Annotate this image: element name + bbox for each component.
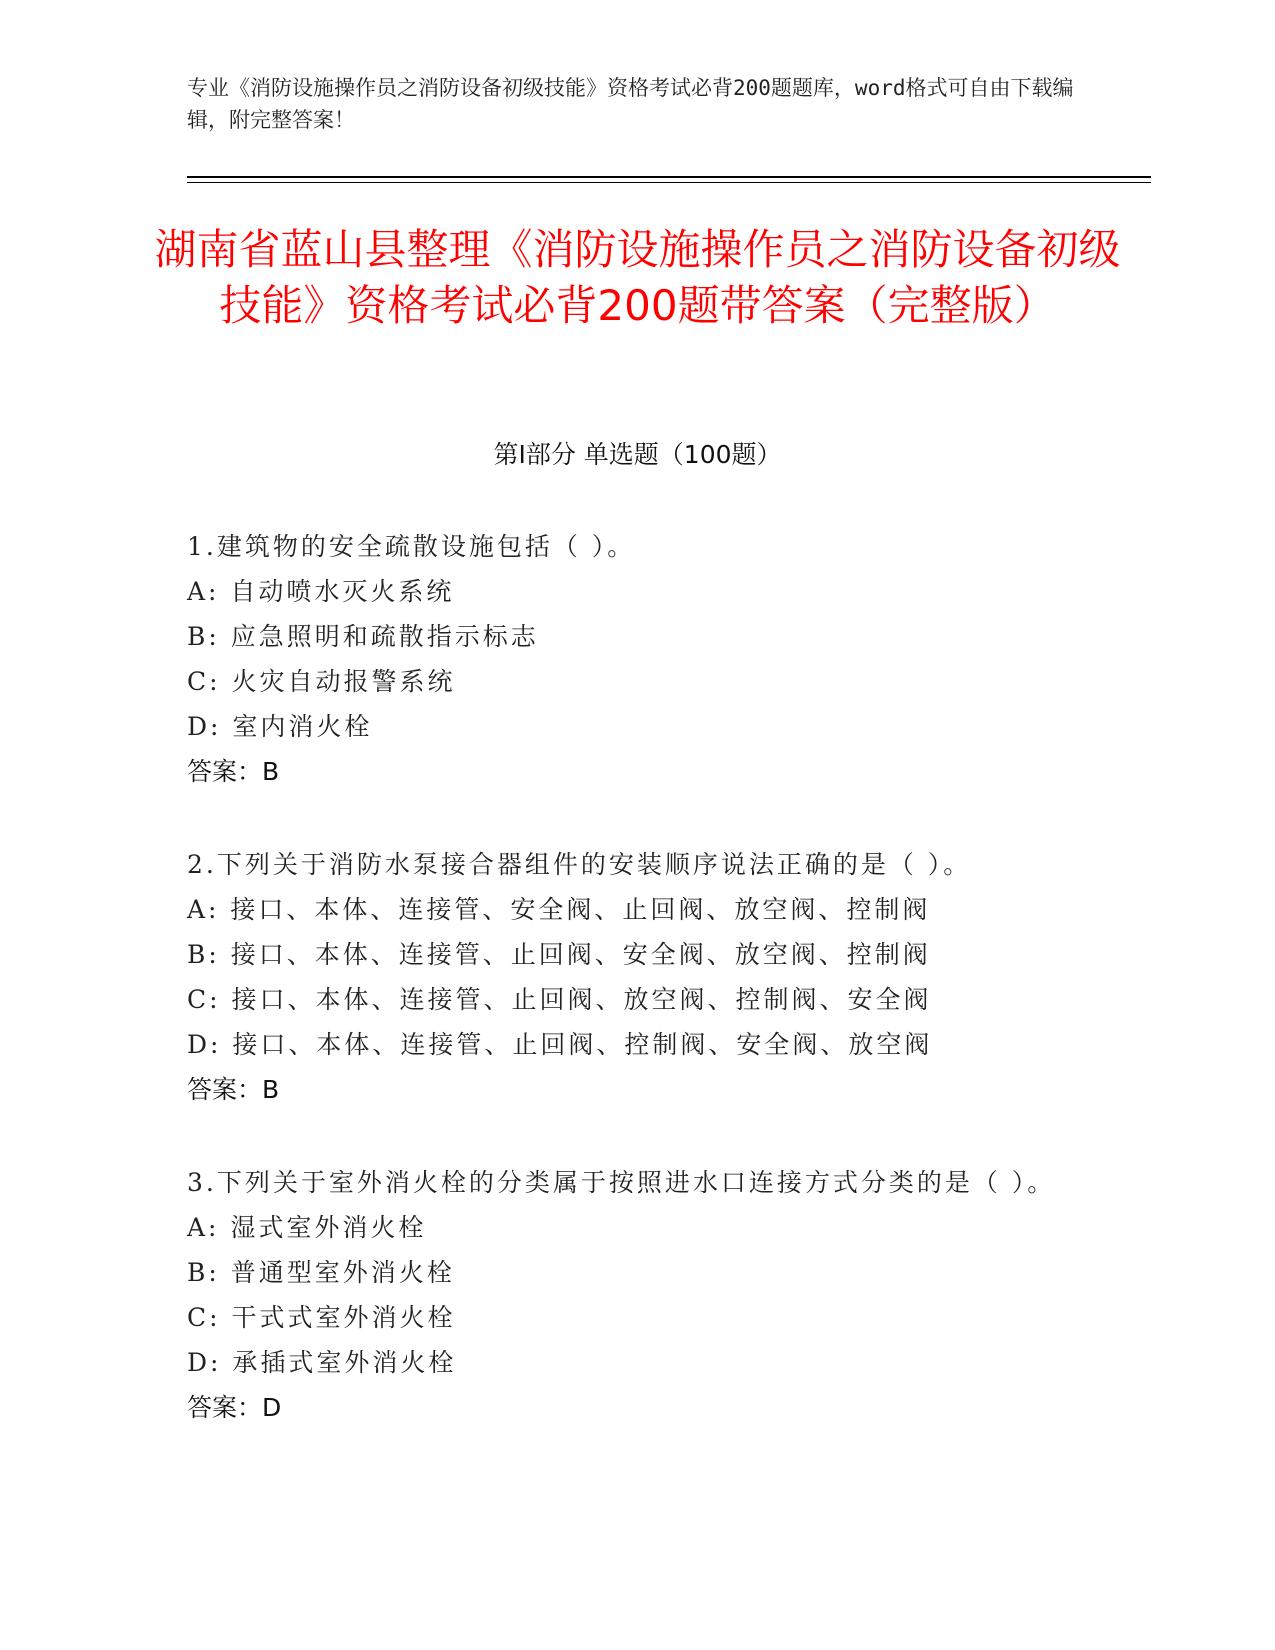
option-b: B: 应急照明和疏散指示标志 bbox=[187, 622, 539, 651]
header-divider-thick bbox=[187, 176, 1151, 178]
answer: 答案：B bbox=[187, 757, 280, 786]
answer: 答案：B bbox=[187, 1075, 280, 1104]
question-block bbox=[187, 1160, 1087, 1430]
option-d: D: 室内消火栓 bbox=[187, 712, 373, 741]
question-stem: 3.下列关于室外消火栓的分类属于按照进水口连接方式分类的是（ ）。 bbox=[187, 1168, 1056, 1197]
header-divider-thin bbox=[187, 182, 1151, 183]
option-d: D: 接口、本体、连接管、止回阀、控制阀、安全阀、放空阀 bbox=[187, 1030, 933, 1059]
section-title: 第Ⅰ部分 单选题（100题） bbox=[493, 440, 782, 469]
option-a: A: 接口、本体、连接管、安全阀、止回阀、放空阀、控制阀 bbox=[187, 895, 931, 924]
header-note: 专业《消防设施操作员之消防设备初级技能》资格考试必背200题题库，word格式可自由下载编辑，附完整答案！ bbox=[187, 76, 1074, 132]
option-b: B: 接口、本体、连接管、止回阀、安全阀、放空阀、控制阀 bbox=[187, 940, 931, 969]
option-a: A: 湿式室外消火栓 bbox=[187, 1213, 427, 1242]
option-c: C: 干式式室外消火栓 bbox=[187, 1303, 456, 1332]
question-stem: 1.建筑物的安全疏散设施包括（ ）。 bbox=[187, 532, 636, 561]
question-block bbox=[187, 524, 1087, 794]
option-b: B: 普通型室外消火栓 bbox=[187, 1258, 455, 1287]
document-title: 湖南省蓝山县整理《消防设施操作员之消防设备初级技能》资格考试必背200题带答案（完整版） bbox=[154, 225, 1121, 330]
question-stem: 2.下列关于消防水泵接合器组件的安装顺序说法正确的是（ ）。 bbox=[187, 850, 972, 879]
option-a: A: 自动喷水灭火系统 bbox=[187, 577, 455, 606]
answer: 答案：D bbox=[187, 1393, 282, 1422]
option-c: C: 火灾自动报警系统 bbox=[187, 667, 456, 696]
option-c: C: 接口、本体、连接管、止回阀、放空阀、控制阀、安全阀 bbox=[187, 985, 932, 1014]
question-block bbox=[187, 842, 1087, 1112]
option-d: D: 承插式室外消火栓 bbox=[187, 1348, 457, 1377]
